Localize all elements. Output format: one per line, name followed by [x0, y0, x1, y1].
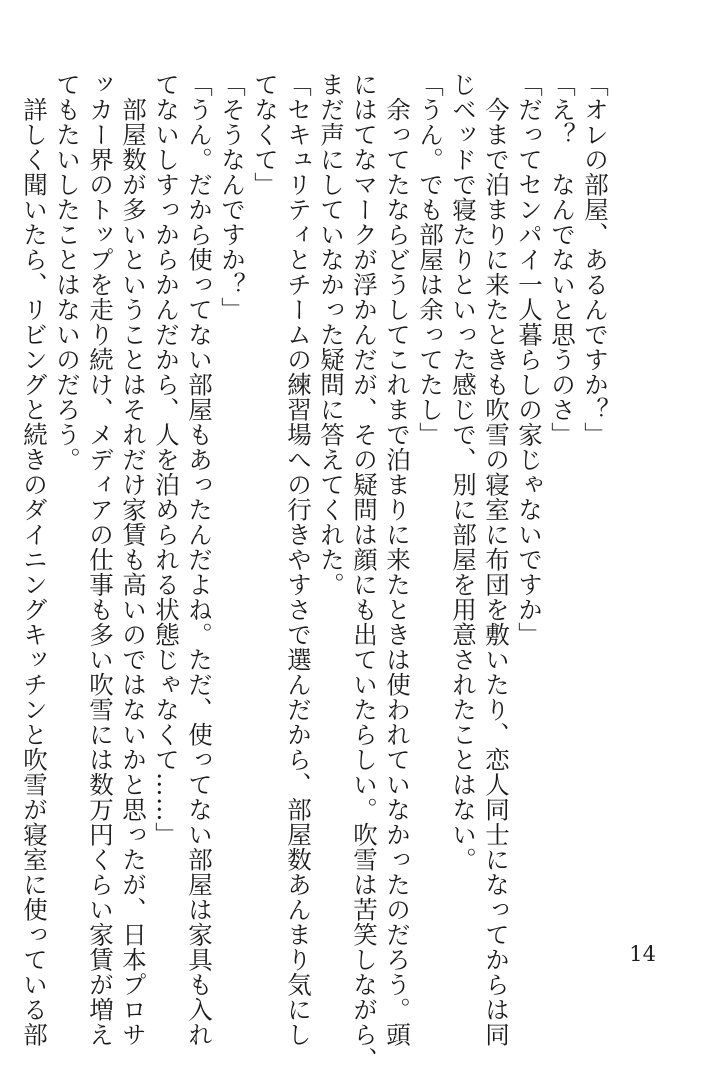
text-line: 部屋数が多いということはそれだけ家賃も高いのではないかと思ったが、日本プロサ [119, 72, 148, 1047]
text-line: にはてなマークが浮かんだが、その疑問は顔にも出ていたらしい。吹雪は苦笑しながら、 [350, 72, 379, 1072]
text-line: まだ声にしていなかった疑問に答えてくれた。 [317, 72, 346, 597]
text-line: 「うん。でも部屋は余ってたし」 [416, 72, 445, 447]
page-number: 14 [629, 942, 656, 966]
text-line: 詳しく聞いたら、リビングと続きのダイニングキッチンと吹雪が寝室に使っている部 [20, 72, 49, 1047]
text-line: ッカー界のトップを走り続け、メディアの仕事も多い吹雪には数万円くらい家賃が増え [86, 72, 115, 1047]
text-line: 「オレの部屋、あるんですか？」 [581, 72, 610, 447]
text-line: 今まで泊まりに来たときも吹雪の寝室に布団を敷いたり、恋人同士になってからは同 [482, 72, 511, 1047]
text-line: 「え？ なんでないと思うのさ」 [548, 72, 577, 447]
text-line: てもたいしたことはないのだろう。 [53, 72, 82, 472]
text-line: 「そうなんですか？」 [218, 72, 247, 322]
novel-text-block [18, 72, 612, 1072]
text-line: 「セキュリティとチームの練習場への行きやすさで選んだから、部屋数あんまり気にし [284, 72, 313, 1047]
text-line: 「だってセンパイ一人暮らしの家じゃないですか」 [515, 72, 544, 647]
text-line: てないしすっからかんだから、人を泊められる状態じゃなくて……」 [152, 72, 181, 847]
text-line: 「うん。だから使ってない部屋もあったんだよね。ただ、使ってない部屋は家具も入れ [185, 72, 214, 1047]
text-line: てなくて」 [251, 72, 280, 197]
text-line: 余ってたならどうしてこれまで泊まりに来たときは使われていなかったのだろう。頭 [383, 72, 412, 1047]
text-line: じベッドで寝たりといった感じで、別に部屋を用意されたことはない。 [449, 72, 478, 872]
